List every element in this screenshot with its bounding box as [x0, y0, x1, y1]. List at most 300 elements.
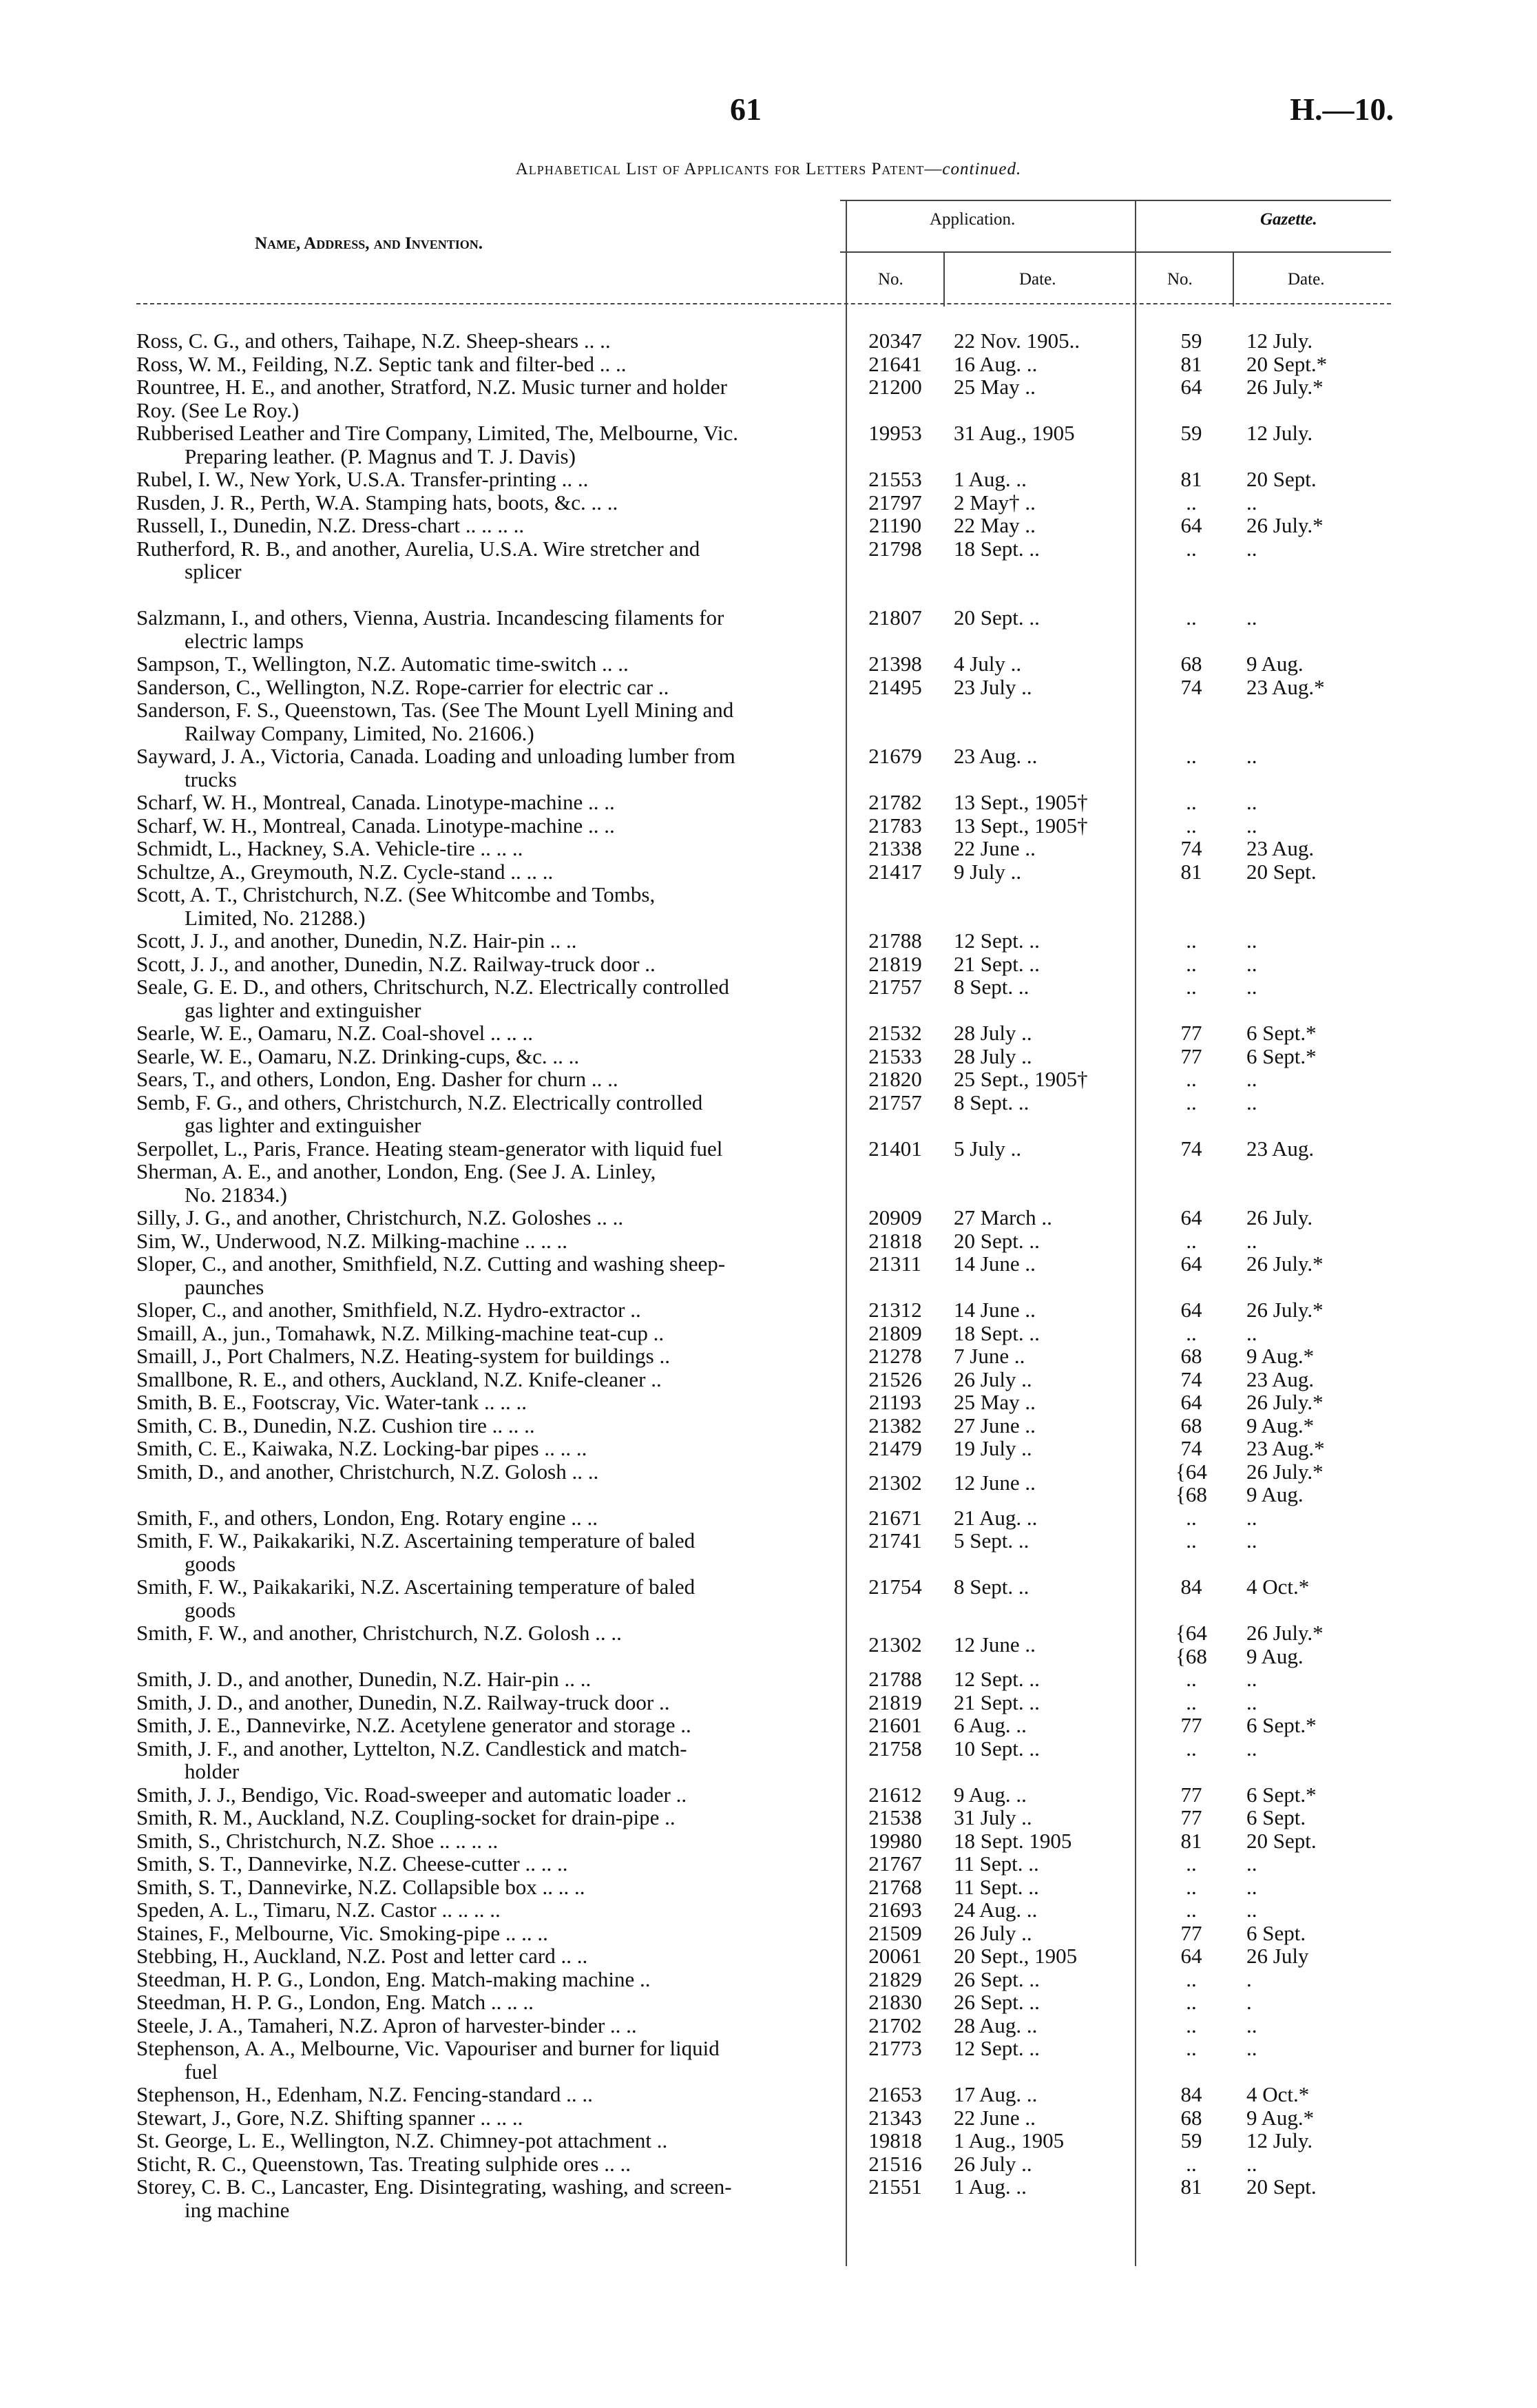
gazette-number: ..: [1186, 813, 1197, 838]
gazette-date: .: [1246, 1990, 1252, 2014]
gazette-date: ..: [1246, 813, 1257, 838]
gazette-date: ..: [1246, 1228, 1257, 1253]
gazette-number: 64: [1180, 1390, 1202, 1414]
application-number: 21702: [868, 2013, 922, 2037]
applicant-name: Sticht, R. C., Queenstown, Tas. Treating sulphide ores .. ..: [136, 2151, 631, 2176]
gazette-number: ..: [1186, 1067, 1197, 1091]
gazette-date: 20 Sept.*: [1246, 351, 1328, 376]
gazette-date: 26 July.*: [1246, 1621, 1324, 1645]
applicant-name: Smith, F. W., Paikakariki, N.Z. Ascertaining temperature of baled: [136, 1575, 696, 1599]
applicant-name: Smith, D., and another, Christchurch, N.Z. Golosh .. ..: [136, 1459, 599, 1484]
applicant-name-continued: ing machine: [185, 2197, 290, 2222]
gazette-date: 26 July.*: [1246, 1298, 1324, 1322]
applicant-entry: [136, 2083, 839, 2106]
applicant-name: Smith, F., and others, London, Eng. Rotary engine .. ..: [136, 1505, 598, 1530]
application-date: 28 July ..: [954, 1021, 1032, 1045]
application-date: 25 May ..: [954, 1390, 1036, 1414]
applicant-entry: [136, 1898, 839, 1922]
applicant-name: Serpollet, L., Paris, France. Heating steam-generator with liquid fuel: [136, 1136, 723, 1161]
gazette-date: 9 Aug.*: [1246, 2105, 1315, 2130]
gazette-date: 4 Oct.*: [1246, 1575, 1310, 1599]
application-date: 22 May ..: [954, 513, 1036, 537]
application-number: 21526: [868, 1367, 922, 1391]
applicant-name: Salzmann, I., and others, Vienna, Austria. Incandescing filaments for: [136, 605, 724, 630]
applicant-entry: [136, 975, 839, 1021]
applicant-entry: [136, 1345, 839, 1368]
application-date: 8 Sept. ..: [954, 1090, 1029, 1114]
applicant-entry: [136, 2106, 839, 2130]
application-date: 31 July ..: [954, 1805, 1032, 1829]
application-number: 21671: [868, 1505, 922, 1530]
application-number: 20347: [868, 329, 922, 353]
application-number: 19818: [868, 2128, 922, 2152]
applicant-name: Schmidt, L., Hackney, S.A. Vehicle-tire .. .. ..: [136, 836, 523, 860]
gazette-number: 74: [1180, 674, 1202, 699]
applicant-entry: [136, 399, 839, 422]
gazette-number: 77: [1180, 1021, 1202, 1045]
applicant-name: Sanderson, C., Wellington, N.Z. Rope-carrier for electric car ..: [136, 674, 669, 699]
gazette-number: 81: [1180, 2175, 1202, 2199]
application-date: 18 Sept. ..: [954, 1320, 1040, 1345]
application-number: 21788: [868, 1667, 922, 1691]
application-date: 22 June ..: [954, 836, 1036, 860]
application-date: 28 Aug. ..: [954, 2013, 1038, 2037]
gazette-number: 74: [1180, 1436, 1202, 1460]
applicant-name: Steele, J. A., Tamaheri, N.Z. Apron of harvester-binder .. ..: [136, 2013, 637, 2037]
application-date: 21 Aug. ..: [954, 1505, 1038, 1530]
application-date: 10 Sept. ..: [954, 1736, 1040, 1761]
applicant-name: Storey, C. B. C., Lancaster, Eng. Disintegrating, washing, and screen-: [136, 2175, 732, 2199]
application-number: 21819: [868, 951, 922, 976]
gazette-date: ..: [1246, 928, 1257, 953]
application-number: 21479: [868, 1436, 922, 1460]
gazette-number: ..: [1186, 2151, 1197, 2176]
application-date: 26 Sept. ..: [954, 1990, 1040, 2014]
application-date: 1 Aug. ..: [954, 467, 1027, 491]
application-number: 21278: [868, 1344, 922, 1368]
applicant-name: Scott, A. T., Christchurch, N.Z. (See Whitcombe and Tombs,: [136, 882, 656, 906]
application-number: 21601: [868, 1713, 922, 1737]
gazette-number: ..: [1186, 1505, 1197, 1530]
applicant-entry: [136, 2129, 839, 2152]
applicant-entry: [136, 1506, 839, 1530]
applicant-entry: [136, 1783, 839, 1807]
applicant-name: Ross, C. G., and others, Taihape, N.Z. Sheep-shears .. ..: [136, 329, 611, 353]
application-date: 2 May† ..: [954, 490, 1036, 515]
applicant-entry: [136, 1991, 839, 2014]
gazette-number: ..: [1186, 1990, 1197, 2014]
application-date: 24 Aug. ..: [954, 1898, 1038, 1922]
applicant-name: Sloper, C., and another, Smithfield, N.Z. Hydro-extractor ..: [136, 1298, 641, 1322]
application-date: 27 June ..: [954, 1413, 1036, 1437]
applicant-entry: [136, 1829, 839, 1853]
gazette-number: ..: [1186, 2013, 1197, 2037]
applicant-name: Scott, J. J., and another, Dunedin, N.Z. Railway-truck door ..: [136, 951, 656, 976]
applicant-entry: [136, 353, 839, 376]
gazette-number: 81: [1180, 1828, 1202, 1853]
applicant-name-continued: Preparing leather. (P. Magnus and T. J. Davis): [185, 444, 576, 468]
application-date: 23 July ..: [954, 674, 1032, 699]
application-number: 21302: [868, 1632, 922, 1657]
applicant-entry: [136, 2037, 839, 2083]
gazette-number: 64: [1180, 1205, 1202, 1229]
application-date: 8 Sept. ..: [954, 975, 1029, 999]
applicant-name: Smith, C. E., Kaiwaka, N.Z. Locking-bar pipes .. .. ..: [136, 1436, 587, 1460]
applicant-name: Sayward, J. A., Victoria, Canada. Loading and unloading lumber from: [136, 744, 735, 768]
application-number: 21417: [868, 859, 922, 884]
application-number: 21820: [868, 1067, 922, 1091]
gazette-number: 77: [1180, 1044, 1202, 1068]
gazette-date: 26 July.*: [1246, 1252, 1324, 1276]
applicant-entry: [136, 606, 839, 652]
gazette-number: 81: [1180, 467, 1202, 491]
gazette-date: ..: [1246, 790, 1257, 814]
applicant-name: Speden, A. L., Timaru, N.Z. Castor .. .. .. ..: [136, 1898, 501, 1922]
gazette-date: ..: [1246, 1690, 1257, 1714]
application-date: 26 July ..: [954, 1367, 1032, 1391]
application-number: 21382: [868, 1413, 922, 1437]
gazette-date: ..: [1246, 1667, 1257, 1691]
application-date: 19 July ..: [954, 1436, 1032, 1460]
gazette-date: 26 July.: [1246, 1205, 1313, 1229]
gazette-date: 9 Aug.: [1246, 1643, 1304, 1668]
applicant-name: Searle, W. E., Oamaru, N.Z. Coal-shovel .. .. ..: [136, 1021, 533, 1045]
application-number: 21553: [868, 467, 922, 491]
gazette-date: 26 July.*: [1246, 1459, 1324, 1484]
gazette-number: ..: [1186, 1966, 1197, 1991]
application-number: 21532: [868, 1021, 922, 1045]
application-date: 18 Sept. ..: [954, 536, 1040, 561]
header-gaz-no: No.: [1167, 270, 1193, 289]
application-number: 21819: [868, 1690, 922, 1714]
gazette-date: 26 July.*: [1246, 513, 1324, 537]
applicant-entry: [136, 1091, 839, 1137]
applicant-name: Smith, J. J., Bendigo, Vic. Road-sweeper and automatic loader ..: [136, 1782, 687, 1807]
application-number: 21516: [868, 2151, 922, 2176]
application-date: 21 Sept. ..: [954, 1690, 1040, 1714]
applicant-entry: [136, 698, 839, 745]
gazette-date: 9 Aug.*: [1246, 1413, 1315, 1437]
application-number: 21533: [868, 1044, 922, 1068]
gazette-number: 84: [1180, 1575, 1202, 1599]
header-mid-rule: [840, 251, 1391, 253]
application-number: 21818: [868, 1228, 922, 1253]
application-date: 26 July ..: [954, 1920, 1032, 1945]
applicant-name: Smith, J. D., and another, Dunedin, N.Z. Hair-pin .. ..: [136, 1667, 592, 1691]
application-number: 21398: [868, 652, 922, 676]
applicant-name-continued: holder: [185, 1759, 240, 1783]
applicant-name: Smith, R. M., Auckland, N.Z. Coupling-socket for drain-pipe ..: [136, 1805, 676, 1829]
application-number: 21757: [868, 1090, 922, 1114]
applicant-name: Stephenson, A. A., Melbourne, Vic. Vapouriser and burner for liquid: [136, 2036, 720, 2060]
application-date: 26 July ..: [954, 2151, 1032, 2176]
gazette-date: 6 Sept.*: [1246, 1044, 1317, 1068]
application-date: 21 Sept. ..: [954, 951, 1040, 976]
gazette-number: 64: [1180, 375, 1202, 399]
applicant-entry: [136, 837, 839, 860]
gazette-date: ..: [1246, 1505, 1257, 1530]
applicant-name: Smith, F. W., and another, Christchurch, N.Z. Golosh .. ..: [136, 1621, 622, 1645]
application-number: 21757: [868, 975, 922, 999]
gazette-number: 64: [1180, 513, 1202, 537]
applicant-name: Scott, J. J., and another, Dunedin, N.Z. Hair-pin .. ..: [136, 928, 577, 953]
application-date: 22 June ..: [954, 2105, 1036, 2130]
gazette-date: 20 Sept.: [1246, 467, 1317, 491]
gazette-number: ..: [1186, 1736, 1197, 1761]
applicant-entry: [136, 1021, 839, 1045]
gazette-number: ..: [1186, 951, 1197, 976]
gazette-date: 6 Sept.*: [1246, 1782, 1317, 1807]
applicant-name: Smith, S. T., Dannevirke, N.Z. Cheese-cutter .. .. ..: [136, 1851, 568, 1876]
applicant-name: Rusden, J. R., Perth, W.A. Stamping hats, boots, &c. .. ..: [136, 490, 618, 515]
application-number: 21767: [868, 1851, 922, 1876]
gazette-date: ..: [1246, 2036, 1257, 2060]
header-top-rule: [840, 200, 1391, 201]
list-title: [0, 160, 1537, 179]
gazette-number: ..: [1186, 1898, 1197, 1922]
applicant-entry: [136, 1968, 839, 1991]
applicant-entry: [136, 1322, 839, 1345]
applicant-name-continued: goods: [185, 1551, 236, 1576]
col-divider-app: [943, 251, 945, 307]
applicant-entry: [136, 1922, 839, 1945]
application-number: 21807: [868, 605, 922, 630]
application-number: 21509: [868, 1920, 922, 1945]
application-date: 9 July ..: [954, 859, 1022, 884]
application-date: 23 Aug. ..: [954, 744, 1038, 768]
col-divider-gazette: [1135, 200, 1136, 2266]
applicant-name-continued: Limited, No. 21288.): [185, 905, 366, 930]
applicant-name: Scharf, W. H., Montreal, Canada. Linotype-machine .. ..: [136, 813, 615, 838]
gazette-number: ..: [1186, 490, 1197, 515]
applicant-name: Smallbone, R. E., and others, Auckland, N.Z. Knife-cleaner ..: [136, 1367, 662, 1391]
applicant-name: Smith, B. E., Footscray, Vic. Water-tank .. .. ..: [136, 1390, 527, 1414]
application-number: 21641: [868, 351, 922, 376]
gazette-date: ..: [1246, 605, 1257, 630]
applicant-entry: [136, 468, 839, 491]
applicant-entry: [136, 329, 839, 353]
application-date: 12 Sept. ..: [954, 928, 1040, 953]
applicant-entry: [136, 1876, 839, 1899]
application-date: 11 Sept. ..: [954, 1874, 1039, 1899]
applicant-name: Rubel, I. W., New York, U.S.A. Transfer-printing .. ..: [136, 467, 589, 491]
application-number: 21551: [868, 2175, 922, 2199]
gazette-number: 77: [1180, 1805, 1202, 1829]
applicant-entry: [136, 2175, 839, 2221]
application-number: 21343: [868, 2105, 922, 2130]
application-number: 21809: [868, 1320, 922, 1345]
applicant-name: Smith, J. E., Dannevirke, N.Z. Acetylene generator and storage ..: [136, 1713, 691, 1737]
applicant-entry: [136, 1391, 839, 1414]
application-number: 21653: [868, 2082, 922, 2106]
gazette-date: ..: [1246, 1874, 1257, 1899]
applicant-name-continued: splicer: [185, 559, 242, 583]
gazette-date: ..: [1246, 975, 1257, 999]
applicant-name: Stewart, J., Gore, N.Z. Shifting spanner .. .. ..: [136, 2105, 523, 2130]
applicant-name: Smith, S., Christchurch, N.Z. Shoe .. .. .. ..: [136, 1828, 499, 1853]
application-date: 1 Aug. ..: [954, 2175, 1027, 2199]
gazette-date: 4 Oct.*: [1246, 2082, 1310, 2106]
application-date: 17 Aug. ..: [954, 2082, 1038, 2106]
applicant-name: Smith, F. W., Paikakariki, N.Z. Ascertaining temperature of baled: [136, 1528, 696, 1553]
header-gaz-date: Date.: [1288, 270, 1325, 289]
gazette-date: 23 Aug.: [1246, 1367, 1315, 1391]
page-number: 61: [730, 92, 762, 127]
gazette-number: ..: [1186, 1528, 1197, 1553]
application-date: 6 Aug. ..: [954, 1713, 1027, 1737]
application-number: 21754: [868, 1575, 922, 1599]
applicant-name-continued: electric lamps: [185, 628, 304, 653]
gazette-number: ..: [1186, 605, 1197, 630]
gazette-number: ..: [1186, 1320, 1197, 1345]
applicant-entry: [136, 514, 839, 537]
applicant-entry: [136, 1621, 839, 1645]
gazette-date: 9 Aug.*: [1246, 1344, 1315, 1368]
gazette-date: 6 Sept.*: [1246, 1021, 1317, 1045]
applicant-entry: [136, 1206, 839, 1229]
gazette-number: 59: [1180, 421, 1202, 445]
application-date: 25 May ..: [954, 375, 1036, 399]
application-number: 21773: [868, 2036, 922, 2060]
gazette-date: ..: [1246, 744, 1257, 768]
applicant-entry: [136, 1229, 839, 1253]
applicant-name-continued: goods: [185, 1597, 236, 1622]
applicant-entry: [136, 953, 839, 976]
application-date: 4 July ..: [954, 652, 1022, 676]
gazette-date: 20 Sept.: [1246, 2175, 1317, 2199]
applicant-name: Stephenson, H., Edenham, N.Z. Fencing-standard .. ..: [136, 2082, 593, 2106]
applicant-name-continued: trucks: [185, 767, 237, 791]
gazette-number: {68: [1175, 1482, 1207, 1506]
applicant-name: Sloper, C., and another, Smithfield, N.Z. Cutting and washing sheep-: [136, 1252, 726, 1276]
list-title-main: Alphabetical List of Applicants for Letters Patent—: [515, 160, 943, 178]
gazette-number: {68: [1175, 1643, 1207, 1668]
gazette-date: ..: [1246, 1898, 1257, 1922]
applicant-entry: [136, 676, 839, 699]
applicant-name: Semb, F. G., and others, Christchurch, N.Z. Electrically controlled: [136, 1090, 703, 1114]
application-date: 27 March ..: [954, 1205, 1052, 1229]
applicant-name: Smith, C. B., Dunedin, N.Z. Cushion tire .. .. ..: [136, 1413, 535, 1437]
applicant-entry: [136, 1575, 839, 1621]
applicant-entry: [136, 1368, 839, 1391]
applicant-name: Schultze, A., Greymouth, N.Z. Cycle-stand .. .. ..: [136, 859, 554, 884]
applicant-entry: [136, 1668, 839, 1691]
application-date: 20 Sept. ..: [954, 1228, 1040, 1253]
gazette-number: ..: [1186, 2036, 1197, 2060]
gazette-date: ..: [1246, 490, 1257, 515]
application-number: 21302: [868, 1471, 922, 1495]
applicant-name: Seale, G. E. D., and others, Chritschurch, N.Z. Electrically controlled: [136, 975, 729, 999]
applicant-entry: [136, 1137, 839, 1161]
gazette-number: ..: [1186, 1690, 1197, 1714]
gazette-date: ..: [1246, 1320, 1257, 1345]
application-date: 14 June ..: [954, 1252, 1036, 1276]
application-number: 21312: [868, 1298, 922, 1322]
application-number: 21768: [868, 1874, 922, 1899]
application-number: 21797: [868, 490, 922, 515]
application-number: 21782: [868, 790, 922, 814]
application-number: 20061: [868, 1944, 922, 1968]
header-app-no: No.: [878, 270, 903, 289]
gazette-date: ..: [1246, 1528, 1257, 1553]
gazette-number: 64: [1180, 1944, 1202, 1968]
applicant-name: Roy. (See Le Roy.): [136, 397, 300, 422]
gazette-number: 74: [1180, 836, 1202, 860]
gazette-date: ..: [1246, 2013, 1257, 2037]
gazette-number: 64: [1180, 1252, 1202, 1276]
gazette-date: 9 Aug.: [1246, 1482, 1304, 1506]
applicant-entry: [136, 1691, 839, 1714]
gazette-date: 12 July.: [1246, 329, 1313, 353]
applicant-name: Sim, W., Underwood, N.Z. Milking-machine .. .. ..: [136, 1228, 567, 1253]
applicant-name: Smith, S. T., Dannevirke, N.Z. Collapsible box .. .. ..: [136, 1874, 585, 1899]
header-gazette: Gazette.: [1260, 210, 1317, 229]
applicant-entry: [136, 1806, 839, 1829]
applicant-entry: [136, 537, 839, 583]
gazette-date: ..: [1246, 536, 1257, 561]
applicant-entry: [136, 491, 839, 515]
gazette-number: ..: [1186, 1874, 1197, 1899]
application-date: 7 June ..: [954, 1344, 1025, 1368]
col-divider-name: [846, 200, 847, 2266]
gazette-number: 59: [1180, 2128, 1202, 2152]
application-date: 12 June ..: [954, 1632, 1036, 1657]
application-date: 12 June ..: [954, 1471, 1036, 1495]
gazette-date: ..: [1246, 2151, 1257, 2176]
gazette-number: 77: [1180, 1920, 1202, 1945]
applicant-entry: [136, 1944, 839, 1968]
gazette-number: {64: [1175, 1459, 1207, 1484]
col-divider-gaz-date: [1233, 251, 1234, 307]
applicant-name-continued: gas lighter and extinguisher: [185, 997, 421, 1022]
gazette-date: ..: [1246, 1851, 1257, 1876]
application-number: 21741: [868, 1528, 922, 1553]
applicant-name: Staines, F., Melbourne, Vic. Smoking-pipe .. .. ..: [136, 1920, 548, 1945]
application-number: 21311: [868, 1252, 922, 1276]
applicant-name: Stebbing, H., Auckland, N.Z. Post and letter card .. ..: [136, 1944, 588, 1968]
gazette-date: 6 Sept.: [1246, 1805, 1306, 1829]
applicant-name: Sampson, T., Wellington, N.Z. Automatic time-switch .. ..: [136, 652, 629, 676]
applicant-entry: [136, 883, 839, 929]
gazette-date: 23 Aug.: [1246, 836, 1315, 860]
gazette-number: 74: [1180, 1136, 1202, 1161]
application-number: 21829: [868, 1966, 922, 1991]
gazette-number: 68: [1180, 1413, 1202, 1437]
applicant-entry: [136, 929, 839, 953]
applicant-entry: [136, 422, 839, 468]
application-date: 1 Aug., 1905: [954, 2128, 1065, 2152]
gazette-date: ..: [1246, 1090, 1257, 1114]
gazette-number: 84: [1180, 2082, 1202, 2106]
gazette-number: ..: [1186, 744, 1197, 768]
application-date: 5 Sept. ..: [954, 1528, 1029, 1553]
applicant-name-continued: gas lighter and extinguisher: [185, 1113, 421, 1137]
gazette-number: ..: [1186, 1090, 1197, 1114]
applicant-entry: [136, 1529, 839, 1575]
gazette-number: 81: [1180, 351, 1202, 376]
applicant-entry: [136, 1852, 839, 1876]
applicant-name: Smaill, J., Port Chalmers, N.Z. Heating-system for buildings ..: [136, 1344, 670, 1368]
application-number: 21338: [868, 836, 922, 860]
application-date: 16 Aug. ..: [954, 351, 1038, 376]
gazette-date: 23 Aug.*: [1246, 1436, 1325, 1460]
application-number: 19953: [868, 421, 922, 445]
applicant-name: Rountree, H. E., and another, Stratford, N.Z. Music turner and holder: [136, 375, 727, 399]
applicant-entry: [136, 1414, 839, 1437]
applicant-entry: [136, 814, 839, 838]
gazette-number: 59: [1180, 329, 1202, 353]
applicant-name: Russell, I., Dunedin, N.Z. Dress-chart .. .. .. ..: [136, 513, 525, 537]
